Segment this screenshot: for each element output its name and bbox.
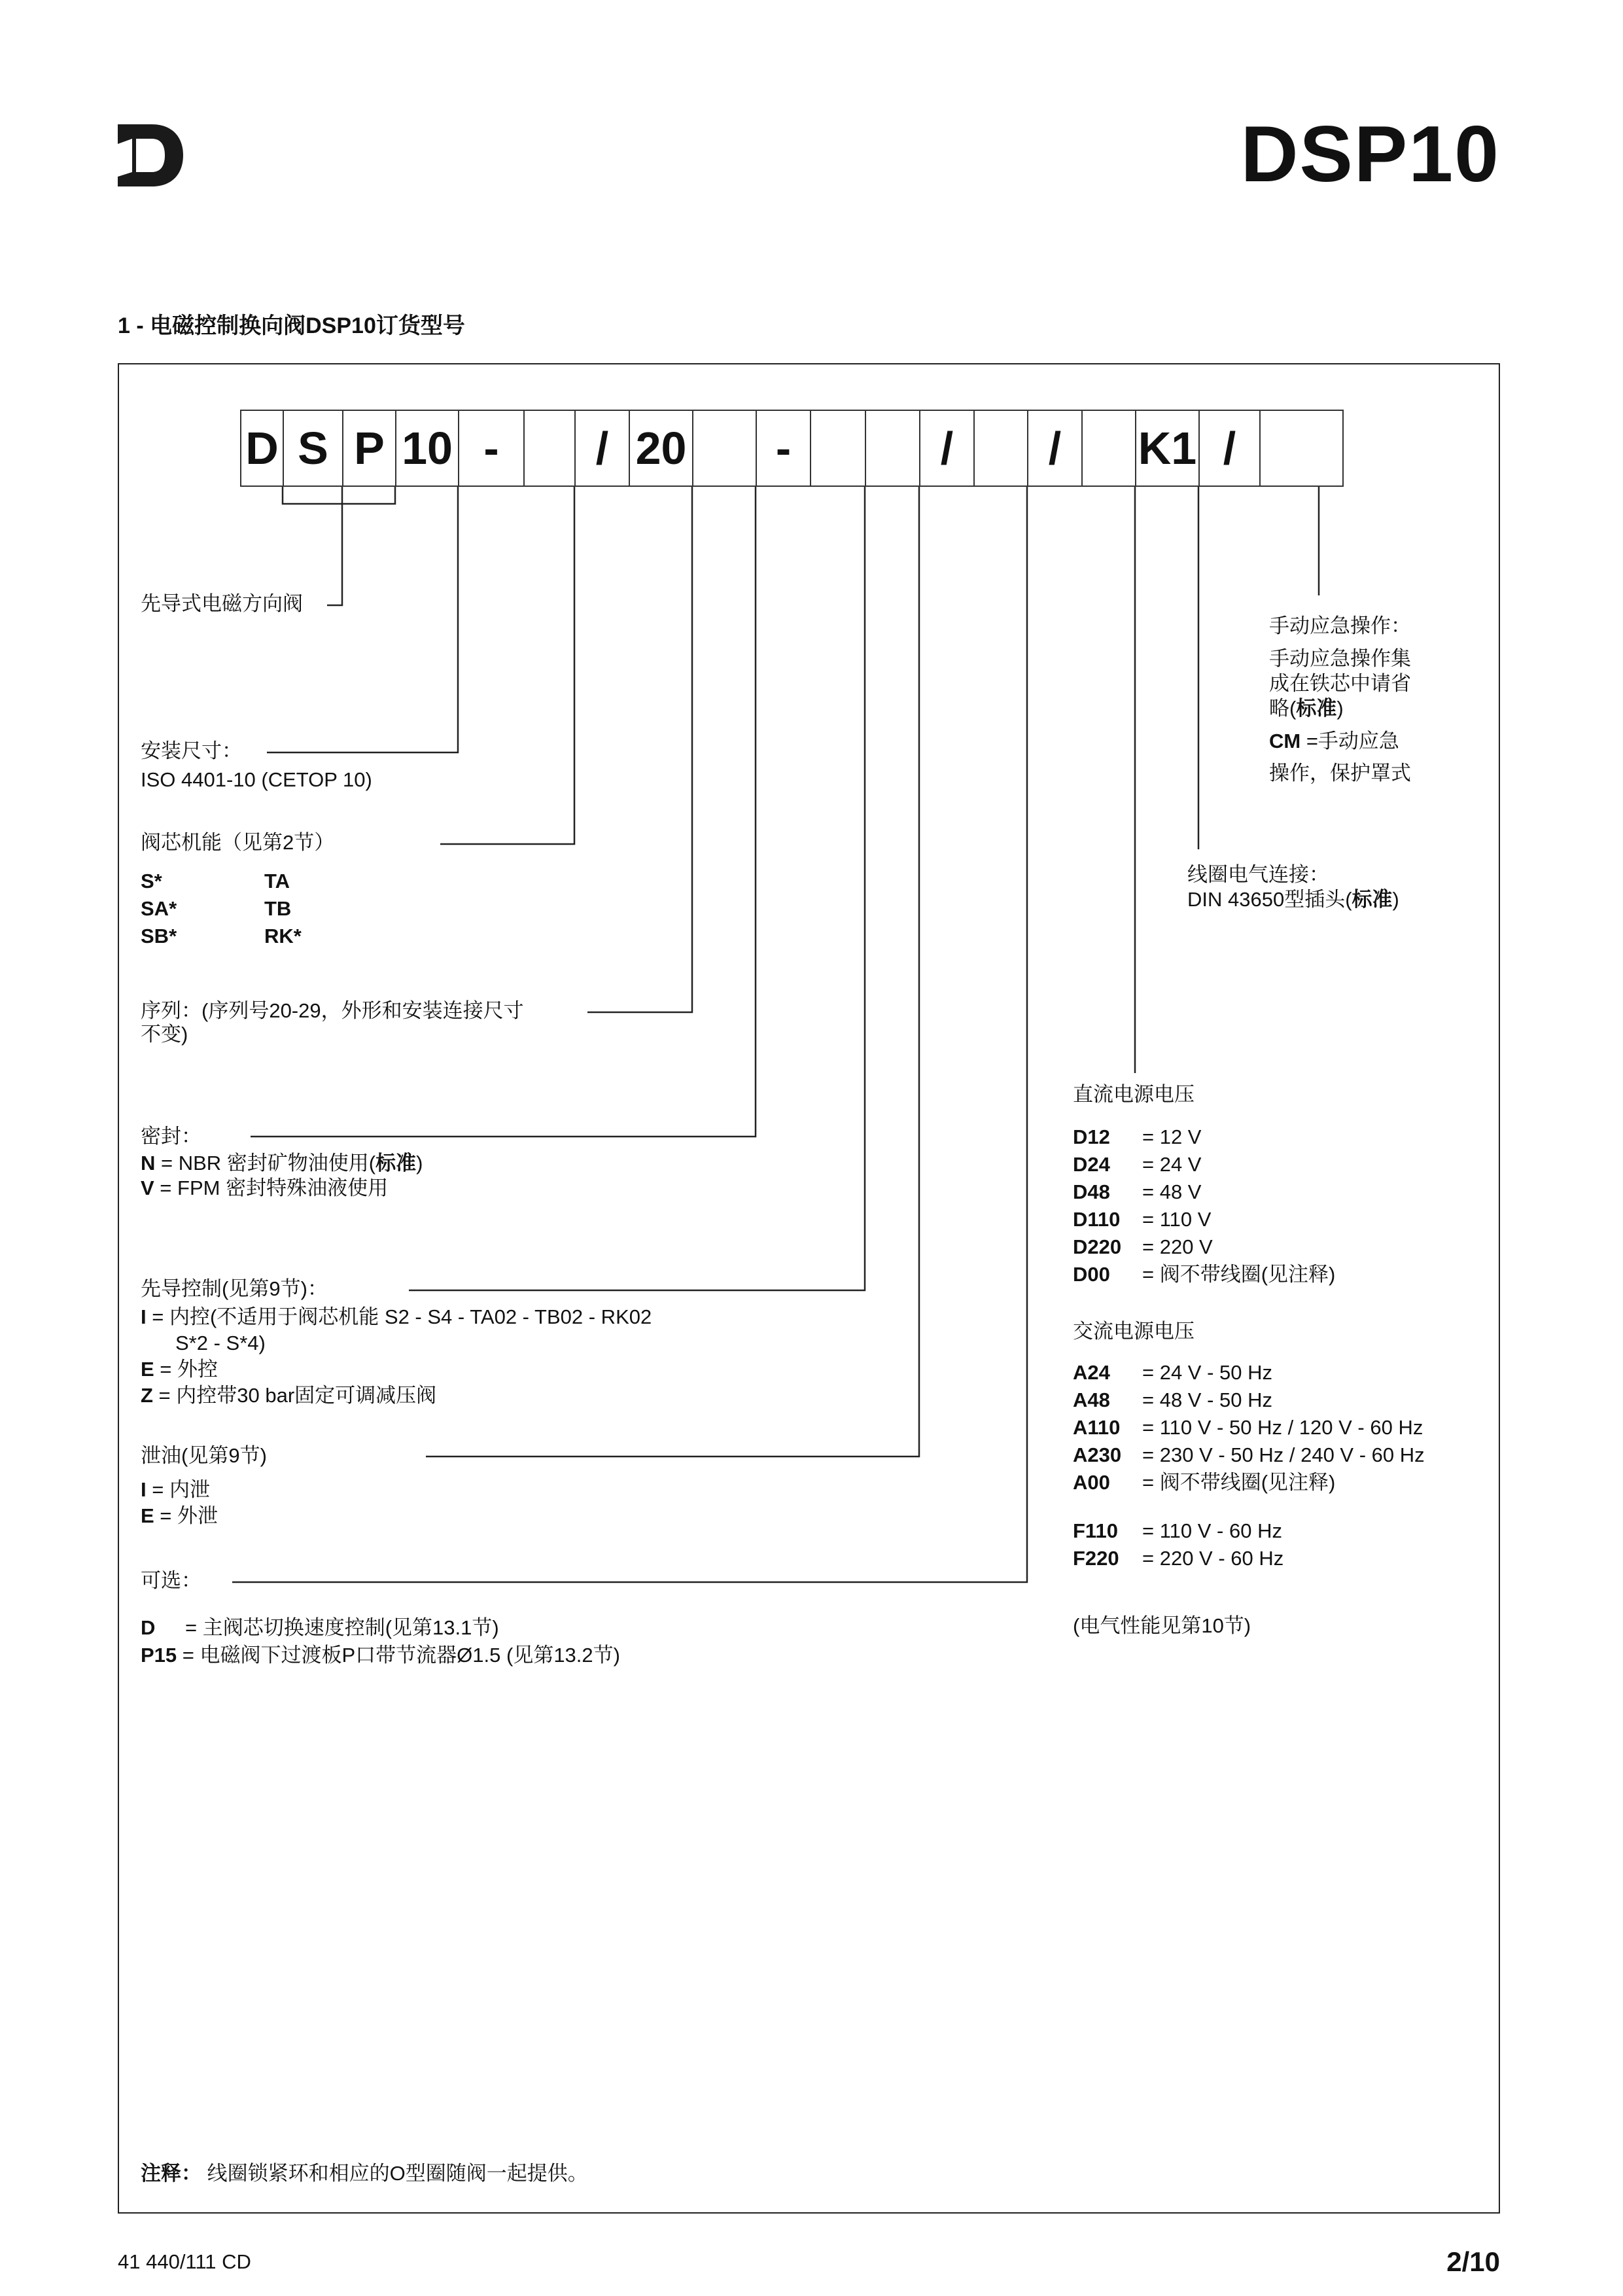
section-title: 1 - 电磁控制换向阀DSP10订货型号 [118,313,465,338]
pilot-external: E = 外控 [141,1358,218,1381]
spool-title: 阀芯机能（见第2节） [141,831,335,854]
manual-cm: CM =手动应急 [1269,730,1399,752]
ac-voltage-a48: A48 = 48 V - 50 Hz [1073,1388,1273,1411]
coil-value: DIN 43650型插头(标准) [1187,888,1399,911]
code-box-3: P [342,410,396,487]
code-box-5: - [458,410,525,487]
model-title: DSP10 [1240,109,1500,198]
pilot-title: 先导控制(见第9节)： [141,1277,328,1300]
drain-internal: I = 内泄 [141,1478,210,1501]
code-box-17: K1 [1135,410,1200,487]
code-box-18: / [1198,410,1261,487]
spool-code-tb: TB [264,897,292,920]
spool-code-s: S* [141,870,162,892]
seal-fpm: V = FPM 密封特殊油液使用 [141,1176,389,1199]
bottom-note [141,2161,588,2187]
seal-fpm-code: V [141,1176,154,1199]
series-line-1: 序列：(序列号20-29，外形和安装连接尺寸 [141,999,524,1022]
ac-voltage-a230: A230 = 230 V - 50 Hz / 240 V - 60 Hz [1073,1443,1425,1466]
mounting-title: 安装尺寸： [141,739,242,762]
f-voltage-f220: F220 = 220 V - 60 Hz [1073,1547,1284,1570]
series-line-2: 不变) [141,1023,188,1046]
code-box-2: S [283,410,343,487]
pilot-internal: I = 内控(不适用于阀芯机能 S2 - S4 - TA02 - TB02 - RK02 [141,1305,652,1328]
dc-title: 直流电源电压 [1073,1083,1195,1106]
spool-code-sb: SB* [141,925,177,947]
options-title: 可选： [141,1569,201,1592]
seal-nbr: N = NBR 密封矿物油使用(标准) [141,1152,423,1174]
pilot-internal-2: S*2 - S*4) [175,1332,266,1354]
manual-line-2: 成在铁芯中请省 [1269,672,1411,695]
manual-cm-line-2: 操作，保护罩式 [1269,762,1411,785]
dc-voltage-d220: D220 = 220 V [1073,1235,1213,1258]
drain-external: E = 外泄 [141,1504,218,1527]
code-box-13: / [919,410,975,487]
document-number: 41 440/111 CD [118,2250,251,2273]
pilot-reducing: Z = 内控带30 bar固定可调减压阀 [141,1384,437,1407]
code-box-4: 10 [395,410,459,487]
seal-nbr-code: N [141,1152,156,1174]
manual-line-3: 略(标准) [1269,697,1344,720]
dc-voltage-d24: D24 = 24 V [1073,1153,1202,1176]
note-text: 线圈锁紧环和相应的O型圈随阀一起提供。 [201,2162,588,2185]
code-box-10: - [756,410,811,487]
seal-title: 密封： [141,1125,201,1148]
code-box-1: D [240,410,284,487]
manual-title: 手动应急操作： [1269,614,1411,637]
dc-voltage-d110: D110 = 110 V [1073,1208,1212,1231]
note-label: 注释： [141,2162,201,2185]
spool-code-rk: RK* [264,925,302,947]
ac-voltage-a110: A110 = 110 V - 50 Hz / 120 V - 60 Hz [1073,1416,1423,1439]
code-box-15: / [1027,410,1083,487]
dc-voltage-d00: D00 = 阀不带线圈(见注释) [1073,1263,1336,1286]
option-p15: P15 = 电磁阀下过渡板P口带节流器Ø1.5 (见第13.2节) [141,1644,620,1667]
manual-line-1: 手动应急操作集 [1269,647,1411,670]
ac-voltage-a24: A24 = 24 V - 50 Hz [1073,1361,1273,1384]
drain-title: 泄油(见第9节) [141,1444,267,1467]
option-d: D = 主阀芯切换速度控制(见第13.1节) [141,1616,499,1639]
dc-voltage-d48: D48 = 48 V [1073,1180,1202,1203]
page-number: 2/10 [1446,2246,1500,2277]
f-voltage-f110: F110 = 110 V - 60 Hz [1073,1519,1282,1542]
pilot-valve-label: 先导式电磁方向阀 [141,592,303,615]
code-box-7: / [574,410,630,487]
ac-voltage-a00: A00 = 阀不带线圈(见注释) [1073,1471,1336,1494]
ac-title: 交流电源电压 [1073,1320,1195,1343]
dc-voltage-d12: D12 = 12 V [1073,1125,1202,1148]
code-box-8: 20 [629,410,693,487]
electrical-note: (电气性能见第10节) [1073,1614,1251,1637]
spool-code-sa: SA* [141,897,177,920]
mounting-value: ISO 4401-10 (CETOP 10) [141,768,372,791]
spool-code-ta: TA [264,870,290,892]
coil-title: 线圈电气连接： [1187,863,1329,886]
